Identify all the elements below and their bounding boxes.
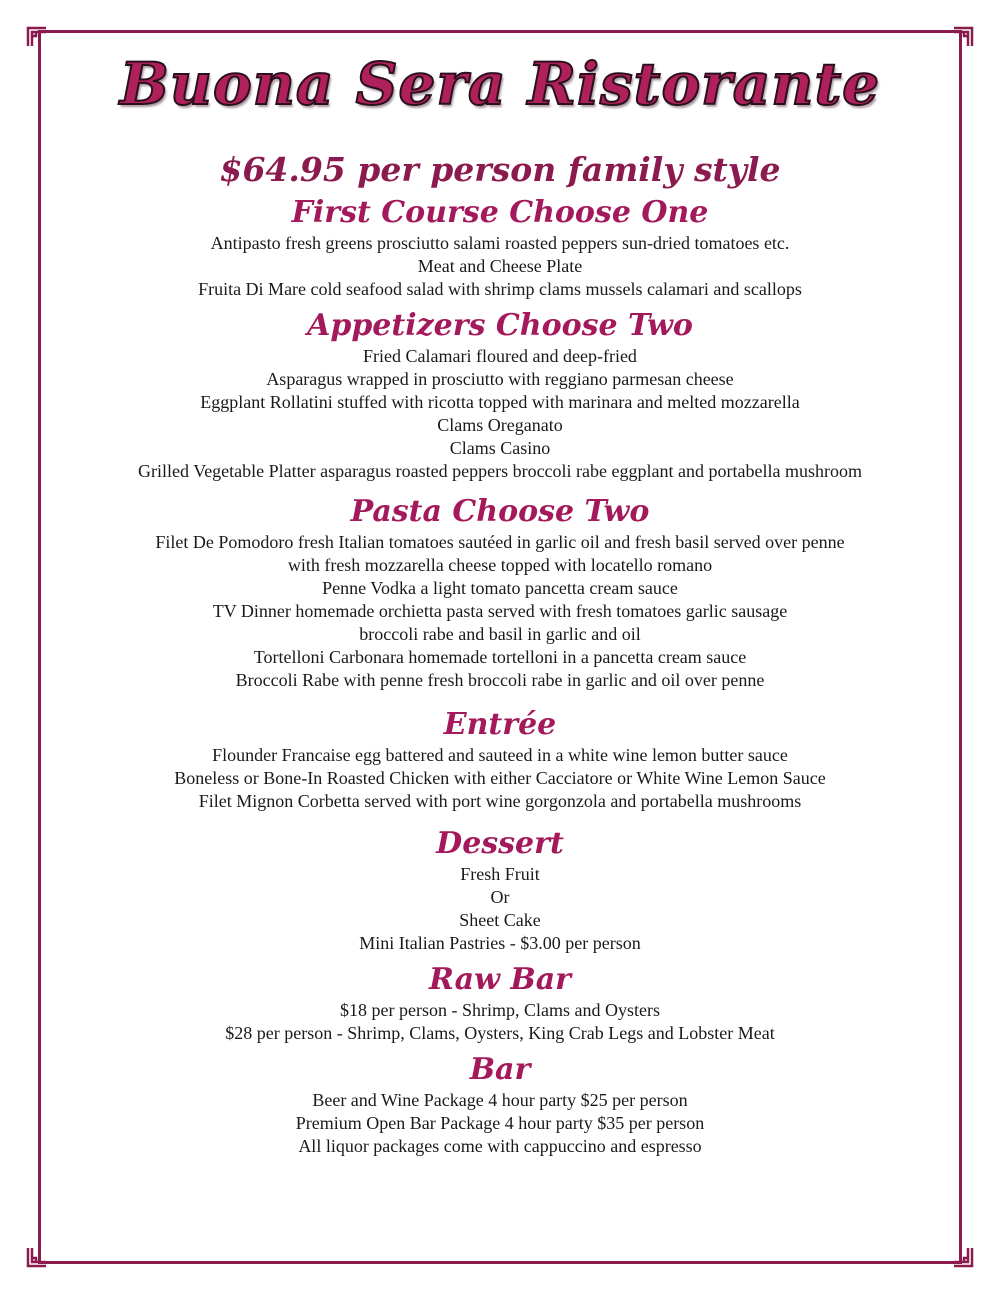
menu-item: Tortelloni Carbonara homemade tortelloni in a pancetta cream sauce xyxy=(253,647,747,667)
menu-item: Meat and Cheese Plate xyxy=(417,256,583,276)
section-heading: Raw Bar xyxy=(429,962,571,997)
menu-item: Sheet Cake xyxy=(459,910,541,930)
section-bar xyxy=(60,1051,940,1158)
section-appetizers xyxy=(60,307,940,483)
menu-item: Fruita Di Mare cold seafood salad with shrimp clams mussels calamari and scallops xyxy=(198,279,802,299)
section-heading: First Course Choose One xyxy=(291,195,709,230)
menu-item: Boneless or Bone-In Roasted Chicken with either Cacciatore or White Wine Lemon Sauce xyxy=(174,768,826,788)
menu-item: Mini Italian Pastries - $3.00 per person xyxy=(359,933,641,953)
section-raw-bar xyxy=(60,961,940,1045)
menu-item: Fried Calamari floured and deep-fried xyxy=(363,346,637,366)
restaurant-title: Buona Sera Ristorante xyxy=(119,50,881,118)
corner-ornament-bottom-left xyxy=(26,1246,48,1268)
menu-item: Premium Open Bar Package 4 hour party $35 per person xyxy=(295,1113,705,1133)
menu-content xyxy=(60,44,940,1158)
menu-item: TV Dinner homemade orchietta pasta served with fresh tomatoes garlic sausage xyxy=(212,601,788,621)
menu-item: All liquor packages come with cappuccino and espresso xyxy=(298,1136,702,1156)
menu-item: with fresh mozzarella cheese topped with locatello romano xyxy=(287,555,713,575)
menu-item: Antipasto fresh greens prosciutto salami roasted peppers sun-dried tomatoes etc. xyxy=(210,233,790,253)
corner-ornament-top-right xyxy=(952,26,974,48)
menu-item: Filet Mignon Corbetta served with port wine gorgonzola and portabella mushrooms xyxy=(198,791,802,811)
section-dessert xyxy=(60,825,940,955)
menu-item: $18 per person - Shrimp, Clams and Oysters xyxy=(340,1000,660,1020)
menu-items xyxy=(60,999,940,1045)
menu-item: Fresh Fruit xyxy=(460,864,540,884)
section-heading: Bar xyxy=(469,1052,531,1087)
menu-items xyxy=(60,345,940,483)
menu-item: Beer and Wine Package 4 hour party $25 per person xyxy=(312,1090,688,1110)
section-first-course xyxy=(60,194,940,301)
menu-items xyxy=(60,531,940,692)
menu-item: Asparagus wrapped in prosciutto with reggiano parmesan cheese xyxy=(266,369,734,389)
section-heading: Pasta Choose Two xyxy=(350,494,650,529)
menu-item: Or xyxy=(490,887,510,907)
menu-item: Broccoli Rabe with penne fresh broccoli rabe in garlic and oil over penne xyxy=(235,670,765,690)
section-heading: Dessert xyxy=(436,826,564,861)
menu-item: broccoli rabe and basil in garlic and oil xyxy=(359,624,641,644)
menu-item: Clams Oreganato xyxy=(437,415,563,435)
section-pasta xyxy=(60,493,940,692)
menu-item: Eggplant Rollatini stuffed with ricotta topped with marinara and melted mozzarella xyxy=(200,392,800,412)
menu-item: Filet De Pomodoro fresh Italian tomatoes sautéed in garlic oil and fresh basil served over penne xyxy=(155,532,845,552)
menu-items xyxy=(60,863,940,955)
menu-item: Grilled Vegetable Platter asparagus roasted peppers broccoli rabe eggplant and portabella mushroom xyxy=(138,461,862,481)
section-heading: Appetizers Choose Two xyxy=(307,308,693,343)
corner-ornament-bottom-right xyxy=(952,1246,974,1268)
menu-items xyxy=(60,1089,940,1158)
menu-item: Penne Vodka a light tomato pancetta cream sauce xyxy=(322,578,678,598)
section-heading: Entrée xyxy=(443,707,557,742)
price-line: $64.95 per person family style xyxy=(219,150,781,189)
corner-ornament-top-left xyxy=(26,26,48,48)
menu-item: Flounder Francaise egg battered and sauteed in a white wine lemon butter sauce xyxy=(212,745,788,765)
menu-item: Clams Casino xyxy=(449,438,551,458)
section-entree xyxy=(60,706,940,813)
menu-items xyxy=(60,232,940,301)
menu-items xyxy=(60,744,940,813)
menu-item: $28 per person - Shrimp, Clams, Oysters, King Crab Legs and Lobster Meat xyxy=(225,1023,775,1043)
